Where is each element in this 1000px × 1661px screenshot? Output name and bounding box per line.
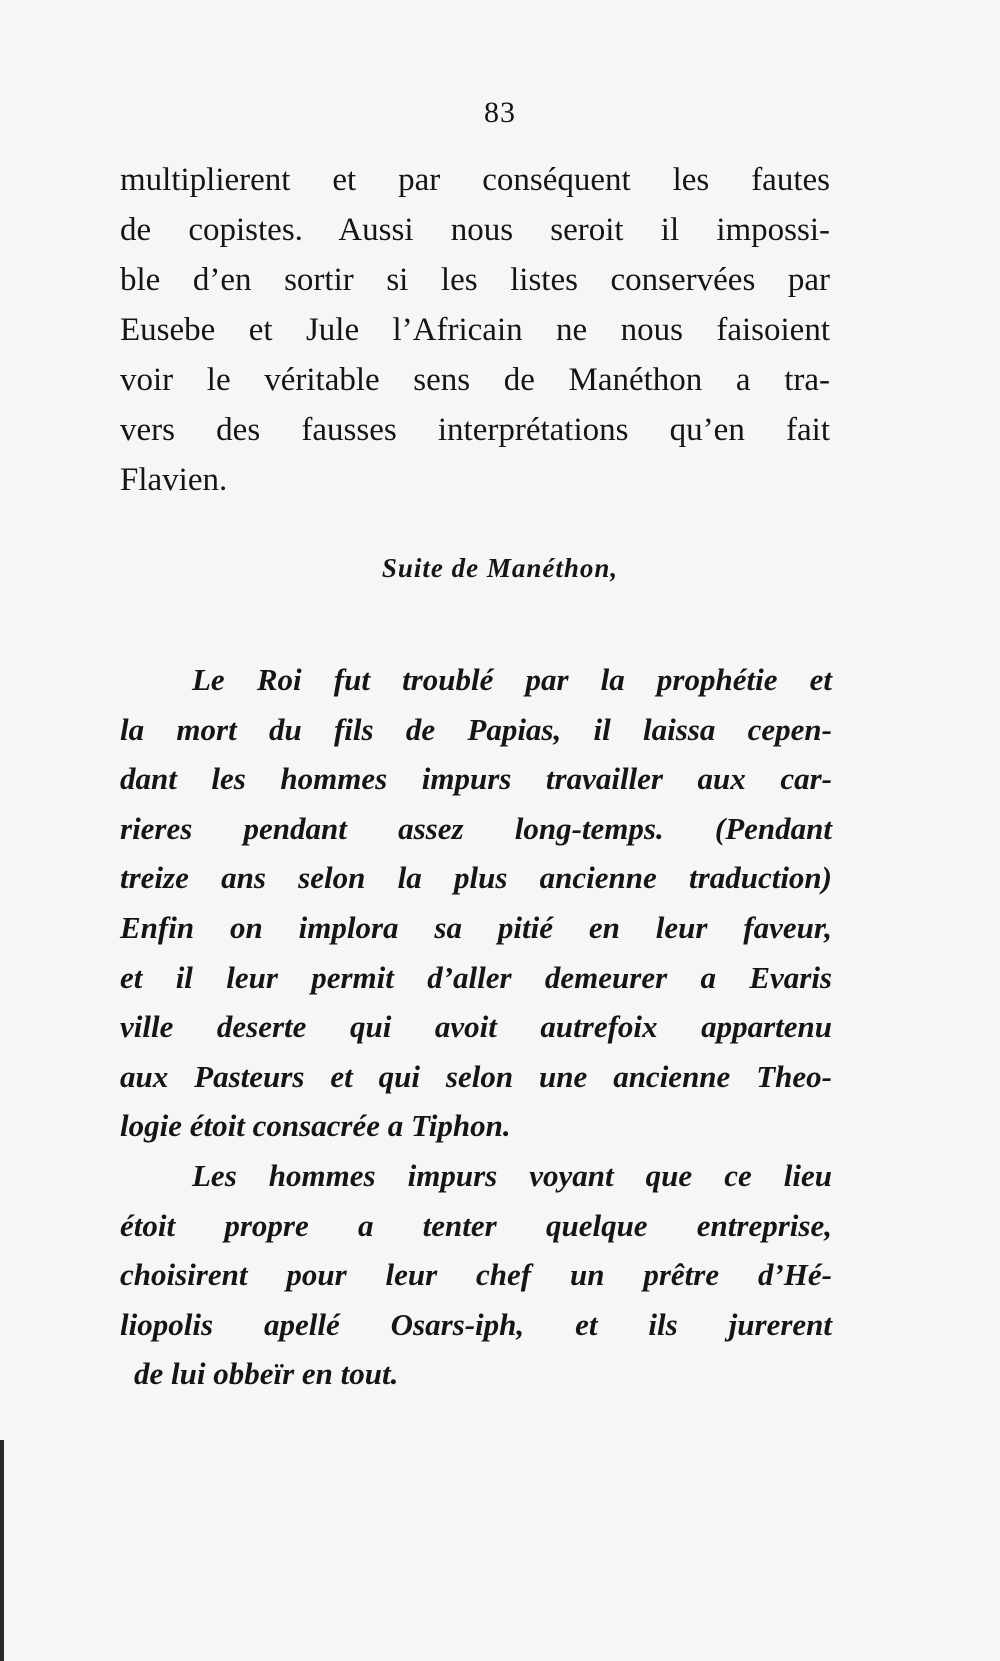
section-heading: Suite de Manéthon, xyxy=(381,553,619,583)
text-line: liopolis apellé Osars-iph, et ils jurerent xyxy=(120,1306,832,1342)
text-line: de copistes. Aussi nous seroit il impossi- xyxy=(120,212,830,248)
text-line: ville deserte qui avoit autrefoix appartenu xyxy=(120,1009,832,1045)
text-line: Le Roi fut troublé par la prophétie et xyxy=(192,662,832,697)
text-line: et il leur permit d’aller demeurer a Evaris xyxy=(120,959,832,995)
text-line: choisirent pour leur chef un prêtre d’Hé- xyxy=(120,1257,832,1293)
text-line: Flavien. xyxy=(120,462,228,498)
text-line: rieres pendant assez long-temps. (Pendant xyxy=(120,810,832,846)
text-line: aux Pasteurs et qui selon une ancienne Theo- xyxy=(120,1058,832,1094)
text-line: Eusebe et Jule l’Africain ne nous faisoient xyxy=(120,312,830,348)
text-line: Enfin on implora sa pitié en leur faveur, xyxy=(120,909,832,945)
text-line: de lui obbeïr en tout. xyxy=(134,1356,399,1392)
text-line: Les hommes impurs voyant que ce lieu xyxy=(192,1157,832,1193)
text-line: vers des fausses interprétations qu’en fait xyxy=(120,412,830,448)
text-line: la mort du fils de Papias, il laissa cepen- xyxy=(120,711,832,747)
text-line: voir le véritable sens de Manéthon a tra- xyxy=(120,362,830,398)
page-number: 83 xyxy=(484,96,516,129)
text-line: multiplierent et par conséquent les fautes xyxy=(120,162,830,198)
text-line: treize ans selon la plus ancienne traduction) xyxy=(120,860,832,896)
text-line: étoit propre a tenter quelque entreprise, xyxy=(120,1207,832,1243)
text-line: logie étoit consacrée a Tiphon. xyxy=(120,1108,511,1144)
quoted-passage xyxy=(120,655,832,1399)
text-line: ble d’en sortir si les listes conservées par xyxy=(120,262,830,298)
text-line: dant les hommes impurs travailler aux car- xyxy=(120,761,832,797)
intro-paragraph xyxy=(120,155,830,505)
page-edge-shadow xyxy=(0,1440,4,1661)
